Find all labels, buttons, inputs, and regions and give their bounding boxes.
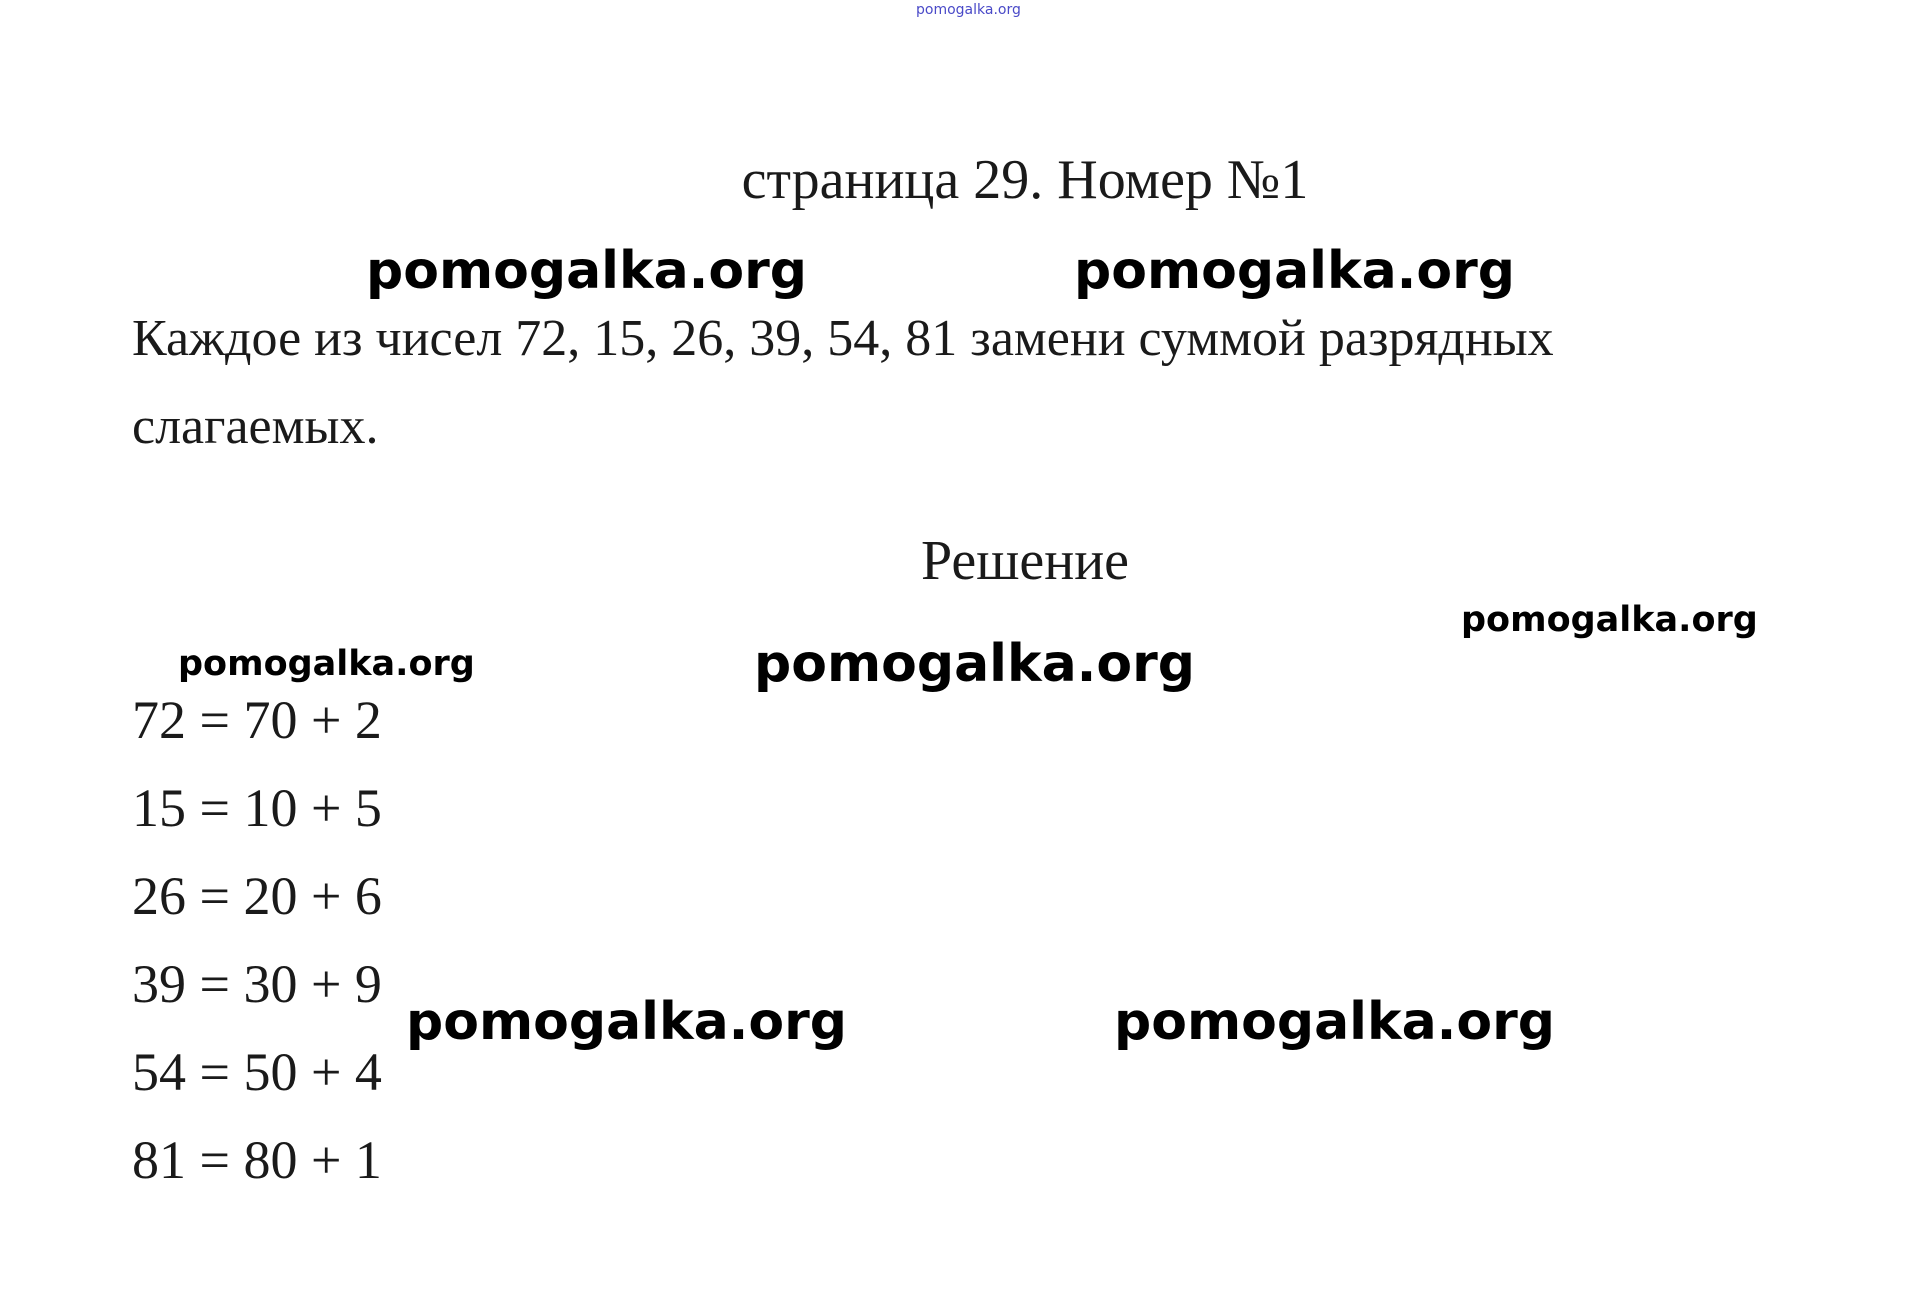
- watermark: pomogalka.org: [1114, 992, 1556, 1052]
- answer-row: 15 = 10 + 5: [132, 778, 382, 838]
- task-line-1: Каждое из чисел 72, 15, 26, 39, 54, 81 замени суммой разрядных: [132, 310, 1554, 367]
- watermark: pomogalka.org: [754, 634, 1196, 694]
- solution-heading: Решение: [920, 530, 1130, 592]
- answer-row: 39 = 30 + 9: [132, 954, 382, 1014]
- answer-row: 72 = 70 + 2: [132, 690, 382, 750]
- answer-row: 54 = 50 + 4: [132, 1042, 382, 1102]
- watermark: pomogalka.org: [1074, 241, 1516, 301]
- watermark: pomogalka.org: [1461, 600, 1758, 640]
- task-text: [132, 295, 1832, 471]
- task-line-2: слагаемых.: [132, 398, 379, 455]
- answer-row: 81 = 80 + 1: [132, 1130, 382, 1190]
- page-title: страница 29. Номер №1: [741, 149, 1309, 211]
- watermark: pomogalka.org: [178, 644, 475, 684]
- answer-list: [132, 676, 382, 1204]
- watermark: pomogalka.org: [366, 241, 808, 301]
- answer-row: 26 = 20 + 6: [132, 866, 382, 926]
- watermark: pomogalka.org: [406, 992, 848, 1052]
- site-link[interactable]: pomogalka.org: [916, 2, 1021, 18]
